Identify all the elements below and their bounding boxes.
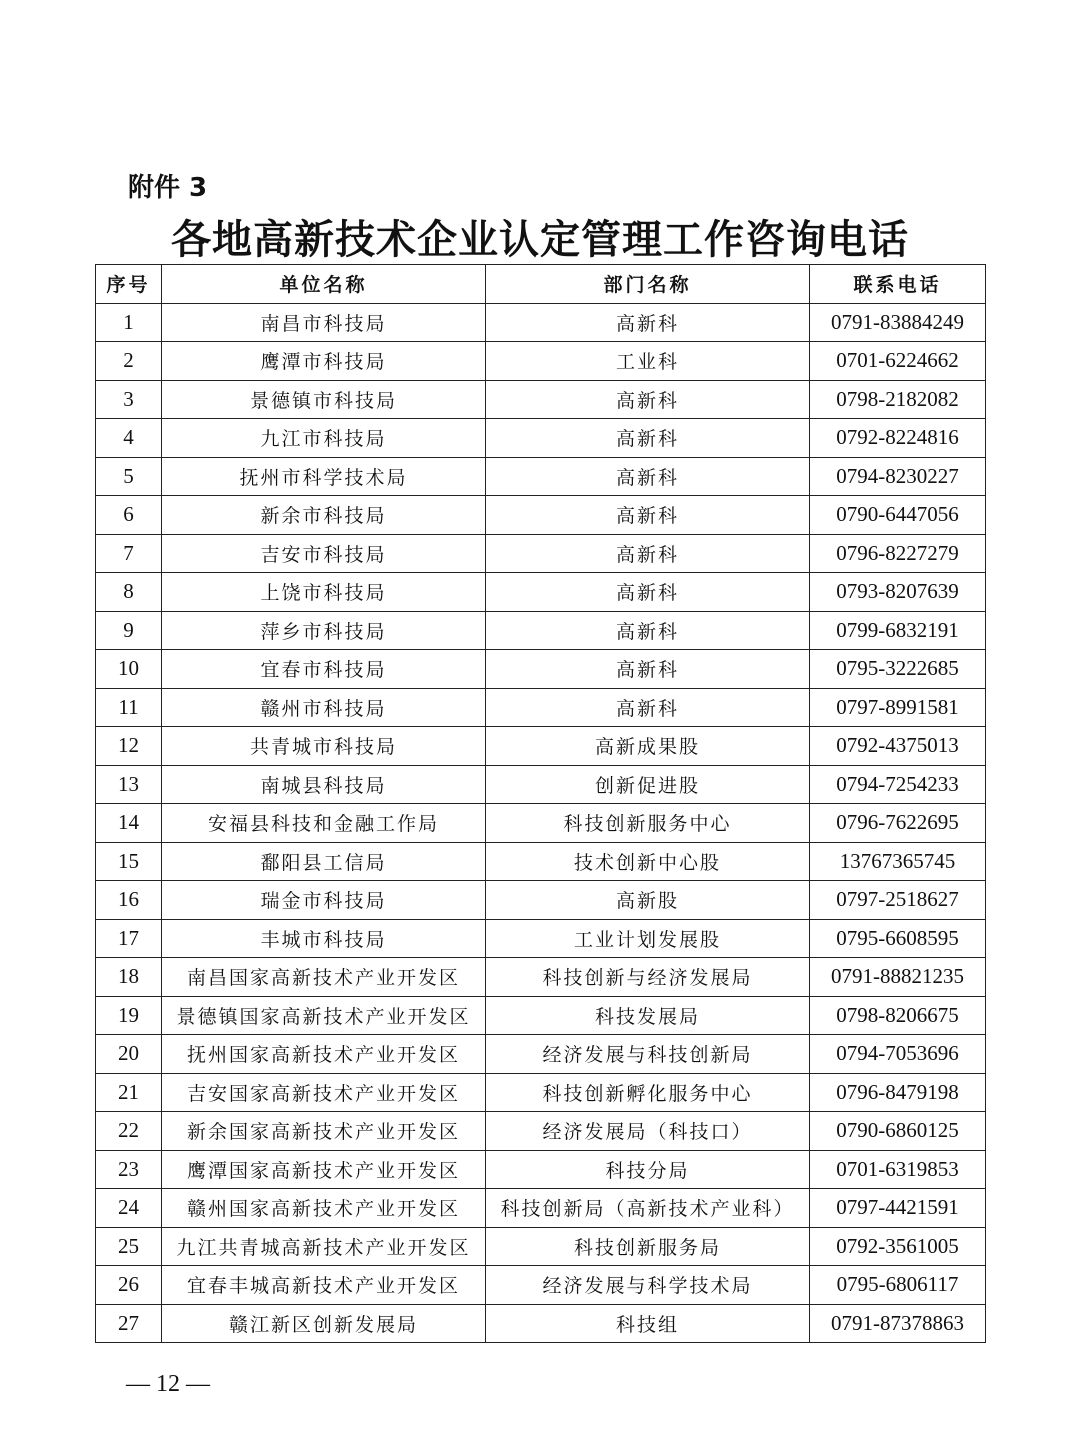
table-row <box>96 842 986 881</box>
row-phone: 0793-8207639 <box>810 573 986 612</box>
table-row <box>96 419 986 458</box>
row-unit-name: 共青城市科技局 <box>162 727 486 766</box>
row-unit-name: 宜春市科技局 <box>162 650 486 689</box>
table-row <box>96 380 986 419</box>
row-department-name: 经济发展与科技创新局 <box>486 1035 810 1074</box>
row-phone: 0798-8206675 <box>810 996 986 1035</box>
row-number: 26 <box>96 1266 162 1305</box>
row-number: 3 <box>96 380 162 419</box>
row-department-name: 高新科 <box>486 380 810 419</box>
row-department-name: 工业科 <box>486 342 810 381</box>
row-unit-name: 南城县科技局 <box>162 765 486 804</box>
row-number: 7 <box>96 534 162 573</box>
table-row <box>96 1189 986 1228</box>
table-row <box>96 1266 986 1305</box>
row-number: 22 <box>96 1112 162 1151</box>
row-number: 4 <box>96 419 162 458</box>
row-number: 12 <box>96 727 162 766</box>
row-unit-name: 吉安市科技局 <box>162 534 486 573</box>
row-phone: 0794-8230227 <box>810 457 986 496</box>
table-row <box>96 765 986 804</box>
table-row <box>96 534 986 573</box>
row-number: 11 <box>96 688 162 727</box>
row-department-name: 高新科 <box>486 496 810 535</box>
row-unit-name: 景德镇国家高新技术产业开发区 <box>162 996 486 1035</box>
row-number: 13 <box>96 765 162 804</box>
row-department-name: 科技创新与经济发展局 <box>486 958 810 997</box>
row-number: 16 <box>96 881 162 920</box>
row-number: 15 <box>96 842 162 881</box>
row-number: 20 <box>96 1035 162 1074</box>
table-row <box>96 1304 986 1343</box>
row-phone: 0794-7053696 <box>810 1035 986 1074</box>
row-phone: 0791-83884249 <box>810 303 986 342</box>
row-number: 8 <box>96 573 162 612</box>
row-unit-name: 景德镇市科技局 <box>162 380 486 419</box>
row-phone: 0796-8479198 <box>810 1073 986 1112</box>
table-row <box>96 688 986 727</box>
row-number: 2 <box>96 342 162 381</box>
table-row <box>96 958 986 997</box>
row-phone: 0794-7254233 <box>810 765 986 804</box>
row-department-name: 技术创新中心股 <box>486 842 810 881</box>
table-row <box>96 919 986 958</box>
row-phone: 0791-88821235 <box>810 958 986 997</box>
table-row <box>96 804 986 843</box>
row-unit-name: 抚州市科学技术局 <box>162 457 486 496</box>
row-department-name: 高新科 <box>486 688 810 727</box>
row-phone: 0799-6832191 <box>810 611 986 650</box>
header-number: 序号 <box>96 265 162 304</box>
row-unit-name: 上饶市科技局 <box>162 573 486 612</box>
document-title: 各地高新技术企业认定管理工作咨询电话 <box>171 217 909 263</box>
row-unit-name: 抚州国家高新技术产业开发区 <box>162 1035 486 1074</box>
row-number: 27 <box>96 1304 162 1343</box>
row-department-name: 科技创新孵化服务中心 <box>486 1073 810 1112</box>
row-phone: 0797-4421591 <box>810 1189 986 1228</box>
row-phone: 0792-8224816 <box>810 419 986 458</box>
row-phone: 13767365745 <box>810 842 986 881</box>
row-department-name: 科技分局 <box>486 1150 810 1189</box>
table-row <box>96 496 986 535</box>
table-row <box>96 881 986 920</box>
table-header-row <box>96 265 986 304</box>
row-department-name: 经济发展与科学技术局 <box>486 1266 810 1305</box>
row-department-name: 高新科 <box>486 534 810 573</box>
row-department-name: 高新成果股 <box>486 727 810 766</box>
row-phone: 0796-7622695 <box>810 804 986 843</box>
row-unit-name: 吉安国家高新技术产业开发区 <box>162 1073 486 1112</box>
row-unit-name: 赣江新区创新发展局 <box>162 1304 486 1343</box>
table-body <box>96 303 986 1343</box>
contacts-table <box>95 264 986 1343</box>
row-unit-name: 萍乡市科技局 <box>162 611 486 650</box>
row-unit-name: 九江市科技局 <box>162 419 486 458</box>
row-number: 18 <box>96 958 162 997</box>
header-phone: 联系电话 <box>810 265 986 304</box>
table-row <box>96 727 986 766</box>
row-unit-name: 赣州市科技局 <box>162 688 486 727</box>
row-department-name: 科技发展局 <box>486 996 810 1035</box>
row-phone: 0796-8227279 <box>810 534 986 573</box>
row-phone: 0798-2182082 <box>810 380 986 419</box>
page-number: — 12 — <box>126 1371 210 1397</box>
row-department-name: 高新科 <box>486 611 810 650</box>
header-department-name: 部门名称 <box>486 265 810 304</box>
row-number: 25 <box>96 1227 162 1266</box>
row-number: 21 <box>96 1073 162 1112</box>
row-department-name: 高新科 <box>486 573 810 612</box>
table-row <box>96 611 986 650</box>
row-phone: 0701-6224662 <box>810 342 986 381</box>
table-row <box>96 1112 986 1151</box>
row-phone: 0792-3561005 <box>810 1227 986 1266</box>
row-phone: 0797-8991581 <box>810 688 986 727</box>
row-department-name: 高新科 <box>486 303 810 342</box>
row-unit-name: 鄱阳县工信局 <box>162 842 486 881</box>
row-unit-name: 宜春丰城高新技术产业开发区 <box>162 1266 486 1305</box>
row-unit-name: 南昌国家高新技术产业开发区 <box>162 958 486 997</box>
row-number: 6 <box>96 496 162 535</box>
row-department-name: 创新促进股 <box>486 765 810 804</box>
table-row <box>96 342 986 381</box>
header-unit-name: 单位名称 <box>162 265 486 304</box>
table-row <box>96 573 986 612</box>
row-unit-name: 丰城市科技局 <box>162 919 486 958</box>
row-phone: 0701-6319853 <box>810 1150 986 1189</box>
row-department-name: 工业计划发展股 <box>486 919 810 958</box>
row-number: 23 <box>96 1150 162 1189</box>
row-unit-name: 鹰潭国家高新技术产业开发区 <box>162 1150 486 1189</box>
table-row <box>96 1073 986 1112</box>
row-unit-name: 瑞金市科技局 <box>162 881 486 920</box>
row-phone: 0790-6860125 <box>810 1112 986 1151</box>
table-row <box>96 996 986 1035</box>
table-row <box>96 303 986 342</box>
row-unit-name: 九江共青城高新技术产业开发区 <box>162 1227 486 1266</box>
row-department-name: 高新科 <box>486 457 810 496</box>
row-department-name: 经济发展局（科技口） <box>486 1112 810 1151</box>
row-unit-name: 新余国家高新技术产业开发区 <box>162 1112 486 1151</box>
row-department-name: 科技创新局（高新技术产业科） <box>486 1189 810 1228</box>
table-row <box>96 1150 986 1189</box>
table-row <box>96 1035 986 1074</box>
row-unit-name: 赣州国家高新技术产业开发区 <box>162 1189 486 1228</box>
row-phone: 0795-6806117 <box>810 1266 986 1305</box>
row-department-name: 高新科 <box>486 650 810 689</box>
row-number: 19 <box>96 996 162 1035</box>
row-number: 14 <box>96 804 162 843</box>
row-number: 1 <box>96 303 162 342</box>
row-department-name: 高新股 <box>486 881 810 920</box>
row-number: 9 <box>96 611 162 650</box>
row-department-name: 科技组 <box>486 1304 810 1343</box>
row-phone: 0791-87378863 <box>810 1304 986 1343</box>
row-phone: 0795-6608595 <box>810 919 986 958</box>
row-unit-name: 新余市科技局 <box>162 496 486 535</box>
row-unit-name: 安福县科技和金融工作局 <box>162 804 486 843</box>
attachment-label: 附件 3 <box>128 173 208 203</box>
row-number: 17 <box>96 919 162 958</box>
row-department-name: 科技创新服务中心 <box>486 804 810 843</box>
table-row <box>96 457 986 496</box>
row-phone: 0795-3222685 <box>810 650 986 689</box>
row-phone: 0792-4375013 <box>810 727 986 766</box>
row-number: 10 <box>96 650 162 689</box>
row-phone: 0797-2518627 <box>810 881 986 920</box>
row-number: 5 <box>96 457 162 496</box>
row-department-name: 高新科 <box>486 419 810 458</box>
row-unit-name: 鹰潭市科技局 <box>162 342 486 381</box>
row-number: 24 <box>96 1189 162 1228</box>
table-row <box>96 650 986 689</box>
row-unit-name: 南昌市科技局 <box>162 303 486 342</box>
row-department-name: 科技创新服务局 <box>486 1227 810 1266</box>
row-phone: 0790-6447056 <box>810 496 986 535</box>
table-row <box>96 1227 986 1266</box>
